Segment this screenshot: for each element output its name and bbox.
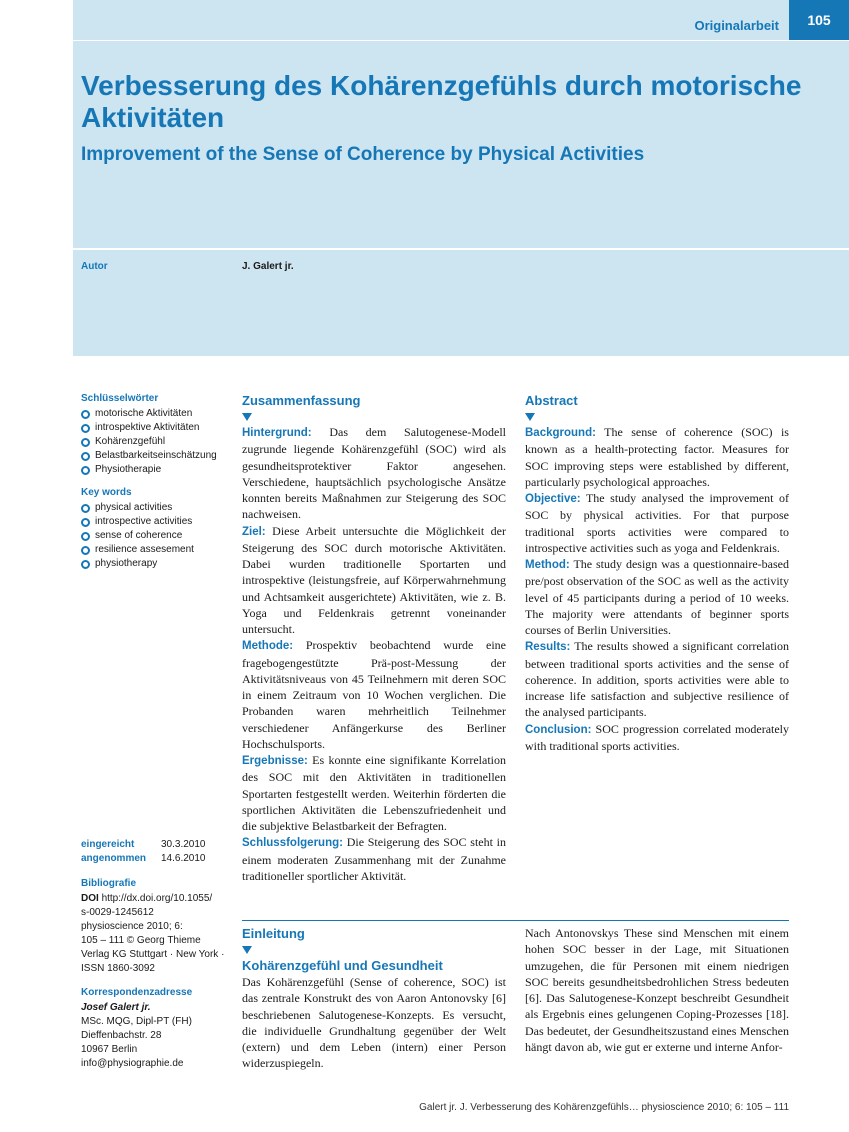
keyword-item: sense of coherence [81, 529, 231, 543]
abstract-paragraph: Conclusion: SOC progression correlated moderately with traditional sports activities. [525, 721, 790, 753]
page-footer: Galert jr. J. Verbesserung des Kohärenzgefühls… physioscience 2010; 6: 105 – 111 [419, 1102, 789, 1113]
keywords-english-heading: Key words [81, 487, 132, 498]
abstract-paragraph: Objective: The study analysed the improvement of SOC by physical activities. For that purpose traditional sports activities were compared to introspective activities such as yoga and Feldenkrais. [525, 491, 789, 555]
abstract-paragraph: Method: The study design was a questionnaire-based pre/post observation of the SOC as well as the activity level of 45 participants during a period of 10 weeks. The majority were attendants of beginner sports courses of Berlin Universities. [525, 557, 789, 637]
bullet-icon [81, 466, 90, 475]
keyword-item: physical activities [81, 501, 231, 515]
einleitung-heading: Einleitung [242, 926, 305, 941]
abstract-paragraph: Results: The results showed a significant correlation between traditional sports activities and the sense of coherence. In addition, sports activities were able to increase life satisfaction and subjective resilience of the analysed participants. [525, 639, 789, 720]
keyword-item: introspektive Aktivitäten [81, 421, 231, 435]
einleitung-right-column [525, 925, 789, 1055]
page-number: 105 [789, 0, 849, 40]
bib-line: ISSN 1860-3092 [81, 963, 155, 974]
keywords-english [81, 486, 231, 571]
submission-dates [81, 838, 206, 866]
bullet-icon [81, 452, 90, 461]
bib-line: 105 – 111 © Georg Thieme [81, 935, 201, 946]
keywords-german [81, 392, 231, 477]
triangle-down-icon [242, 946, 252, 954]
title-band [73, 0, 849, 356]
page-title-german: Verbesserung des Kohärenzgefühls durch motorische Aktivitäten [81, 70, 802, 133]
abstract-column [525, 392, 789, 754]
doi-link[interactable]: http://dx.doi.org/10.1055/ [101, 893, 213, 904]
bullet-icon [81, 518, 90, 527]
abstract-paragraph: Ziel: Diese Arbeit untersuchte die Möglichkeit der Steigerung des SOC durch motorische Aktivitäten. Dabei wurden traditionelle Sportarten und introspektive (leistungsfreie, auf Körperwahrnehmung und Achtsamkeit ausgerichtete) Aktivitäten, wie z. B. Yoga und Feldenkrais getrennt voneinander untersucht. [242, 523, 506, 636]
bullet-icon [81, 424, 90, 433]
body-paragraph: Das Kohärenzgefühl (Sense of coherence, SOC) ist das zentrale Konstrukt des von Aaron Antonovsky [6] beschriebenen Salutogenese-Konzepts. Es versucht, die individuelle Grundhaltung gegenüber der Welt (extern) und dem Leben (intern) einer Person widerzuspiegeln. [242, 975, 506, 1071]
correspondence-heading: Korrespondenzadresse [81, 987, 193, 998]
keyword-item: Belastbarkeitseinschätzung [81, 449, 231, 463]
doi-line [81, 892, 231, 906]
triangle-down-icon [525, 413, 535, 421]
address-line: Dieffenbachstr. 28 [81, 1030, 162, 1041]
received-label: eingereicht [81, 839, 135, 850]
address-line: MSc. MQG, Dipl-PT (FH) [81, 1016, 192, 1027]
keywords-german-heading: Schlüsselwörter [81, 393, 159, 404]
page-title-english: Improvement of the Sense of Coherence by Physical Activities [81, 144, 645, 165]
author-name: J. Galert jr. [242, 261, 294, 272]
triangle-down-icon [242, 413, 252, 421]
bullet-icon [81, 410, 90, 419]
abstract-heading: Abstract [525, 393, 578, 408]
bib-line: s-0029-1245612 [81, 907, 154, 918]
keyword-item: motorische Aktivitäten [81, 407, 231, 421]
zusammenfassung-column [242, 392, 506, 884]
correspondence-name: Josef Galert jr. [81, 1002, 151, 1013]
abstract-paragraph: Ergebnisse: Es konnte eine signifikante Korrelation des SOC mit den Aktivitäten in traditionellen Sportarten festgestellt werden. Weiterhin förderten die sportlichen Aktivitäten die Lebenszufriedenheit und die subjektive Belastbarkeit der Befragten. [242, 753, 506, 833]
keyword-item: introspective activities [81, 515, 231, 529]
bullet-icon [81, 560, 90, 569]
keyword-item: Physiotherapie [81, 463, 231, 477]
author-divider [73, 248, 849, 250]
correspondence [81, 986, 231, 1071]
bullet-icon [81, 546, 90, 555]
header-divider [73, 40, 849, 41]
abstract-paragraph: Hintergrund: Das dem Salutogenese-Modell zugrunde liegende Kohärenzgefühl (SOC) wird als gesundheitsprotektiver Faktor angesehen. Verschiedene, hauptsächlich psychologische Ansätze konnten bereits Maßnahmen zur Steigerung des SOC nachweisen. [242, 425, 506, 522]
accepted-label: angenommen [81, 853, 147, 864]
author-label: Autor [81, 261, 108, 272]
email-link[interactable]: info@physiographie.de [81, 1058, 184, 1069]
section-divider [242, 920, 789, 921]
keyword-item: physiotherapy [81, 557, 231, 571]
keyword-item: Kohärenzgefühl [81, 435, 231, 449]
keyword-item: resilience assesement [81, 543, 231, 557]
abstract-paragraph: Background: The sense of coherence (SOC) is known as a health-protecting factor. Measures for SOC improving steps were established by different, particularly psychological approaches. [525, 425, 789, 489]
bibliography [81, 877, 231, 976]
bullet-icon [81, 504, 90, 513]
abstract-paragraph: Schlussfolgerung: Die Steigerung des SOC steht in einem moderaten Zusammenhang mit der Zunahme traditioneller sportlicher Aktivität. [242, 835, 507, 883]
einleitung-subheading: Kohärenzgefühl und Gesundheit [242, 958, 443, 973]
bib-line: physioscience 2010; 6: [81, 921, 183, 932]
einleitung-left-column [242, 925, 506, 1072]
address-line: 10967 Berlin [81, 1044, 138, 1055]
bib-line: Verlag KG Stuttgart · New York · [81, 949, 225, 960]
received-date: 30.3.2010 [161, 839, 206, 850]
bullet-icon [81, 532, 90, 541]
abstract-paragraph: Methode: Prospektiv beobachtend wurde eine fragebogengestützte Prä-post-Messung der Aktivitätsniveaus von 45 Teilnehmern mit deren SOC in einem Zeitraum von 10 Wochen verglichen. Die Probanden waren mehrheitlich Teilnehmer verschiedener Anfängerkurse des Berliner Hochschulsports. [242, 638, 506, 751]
section-label: Originalarbeit [694, 18, 779, 33]
zusammenfassung-heading: Zusammenfassung [242, 393, 361, 408]
body-paragraph: Nach Antonovskys These sind Menschen mit einem hohen SOC besser in der Lage, mit Situationen umzugehen, die für Personen mit einem niedrigen SOC bereits gesundheitsbedrohlichen Stress bedeuten [6]. Das Salutogenese-Konzept beschreibt Gesundheit als Ergebnis eines gelungenen Coping-Prozesses [18]. Das bedeutet, der Gesundheitszustand eines Menschen hängt davon ab, wie gut er externe und interne Anfor- [525, 926, 789, 1054]
bullet-icon [81, 438, 90, 447]
doi-label: DOI [81, 893, 99, 904]
bibliography-heading: Bibliografie [81, 878, 137, 889]
accepted-date: 14.6.2010 [161, 853, 206, 864]
